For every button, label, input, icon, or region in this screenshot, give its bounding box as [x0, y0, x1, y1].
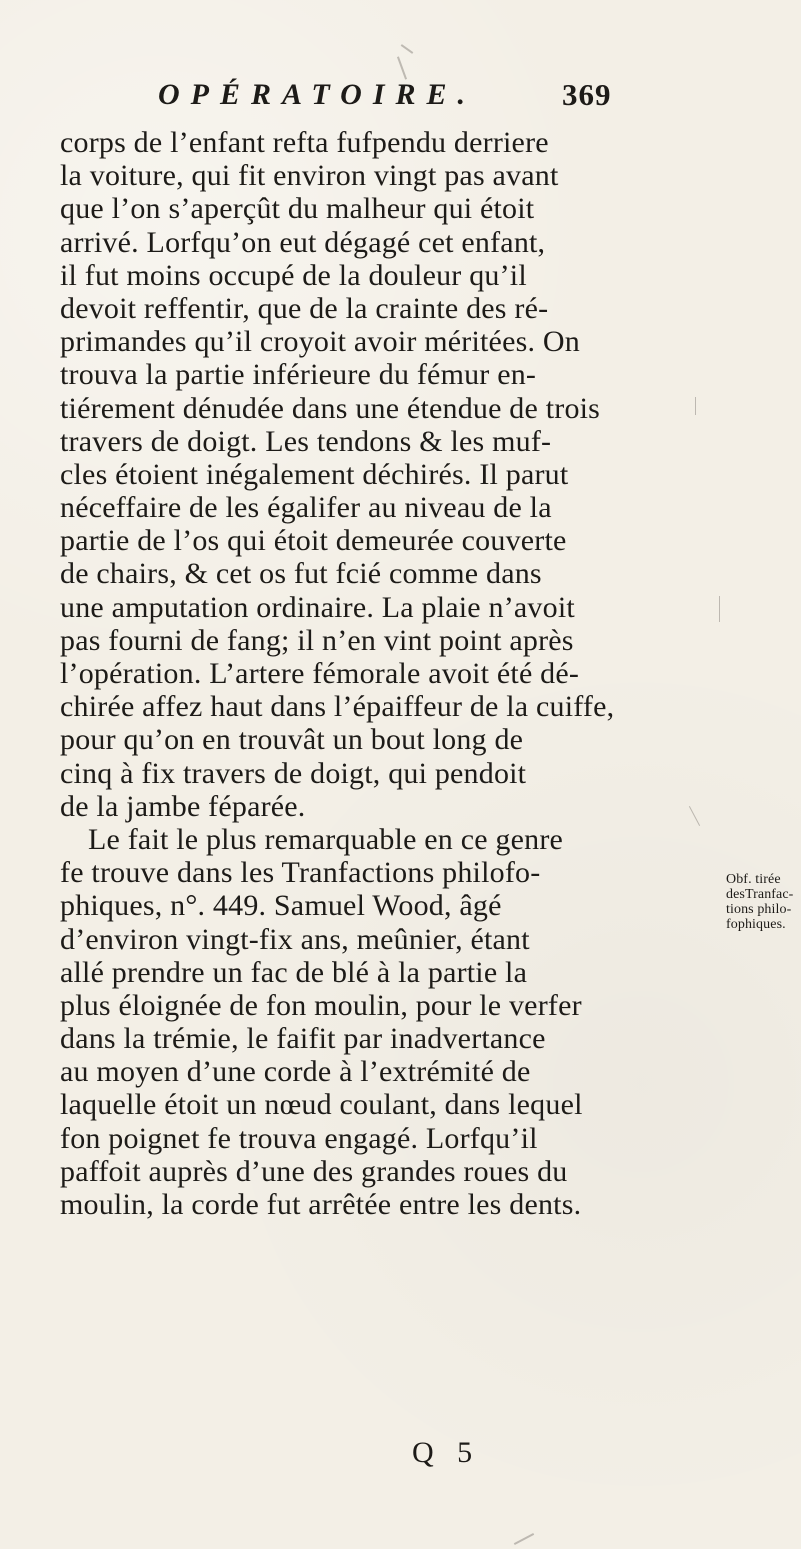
- running-title: OPÉRATOIRE.: [158, 78, 477, 111]
- text-line: que l’on s’aperçût du malheur qui étoit: [60, 192, 535, 226]
- margin-note-line: tions philo-: [726, 902, 792, 917]
- page-number: 369: [562, 77, 612, 112]
- text-line: fe trouve dans les Tranfactions philofo-: [60, 856, 541, 890]
- text-line: allé prendre un fac de blé à la partie la: [60, 955, 528, 989]
- text-line: pour qu’on en trouvât un bout long de: [60, 723, 524, 757]
- margin-note: [726, 872, 796, 932]
- paper-mark: [719, 596, 720, 622]
- paper-mark: [397, 56, 407, 79]
- text-line: la voiture, qui fit environ vingt pas avant: [60, 159, 559, 193]
- text-line: moulin, la corde fut arrêtée entre les dents.: [60, 1188, 582, 1221]
- text-line: cinq à fix travers de doigt, qui pendoit: [60, 756, 527, 790]
- text-line: tiérement dénudée dans une étendue de trois: [60, 391, 601, 425]
- text-line: travers de doigt. Les tendons & les muf-: [60, 424, 552, 458]
- text-line: paffoit auprès d’une des grandes roues du: [60, 1154, 568, 1188]
- text-line: trouva la partie inférieure du fémur en-: [60, 358, 537, 392]
- text-line: corps de l’enfant refta fufpendu derriere: [60, 126, 549, 159]
- paper-mark: [514, 1533, 534, 1545]
- text-line: devoit reffentir, que de la crainte des ré-: [60, 291, 549, 325]
- text-line: pas fourni de fang; il n’en vint point après: [60, 623, 574, 657]
- margin-note-line: desTranfac-: [726, 887, 794, 902]
- text-line: dans la trémie, le faifit par inadvertance: [60, 1022, 546, 1056]
- margin-note-line: fophiques.: [726, 917, 786, 932]
- margin-note-line: Obf. tirée: [726, 872, 781, 887]
- text-line: il fut moins occupé de la douleur qu’il: [60, 258, 527, 292]
- text-line: plus éloignée de fon moulin, pour le verfer: [60, 988, 582, 1022]
- text-line: de la jambe féparée.: [60, 789, 306, 823]
- running-header: [158, 78, 658, 118]
- text-line: arrivé. Lorfqu’on eut dégagé cet enfant,: [60, 225, 546, 259]
- paper-mark: [401, 44, 414, 54]
- text-line: fon poignet fe trouva engagé. Lorfqu’il: [60, 1121, 538, 1155]
- paragraph-start-line: Le fait le plus remarquable en ce genre: [88, 822, 564, 856]
- text-line: de chairs, & cet os fut fcié comme dans: [60, 557, 542, 591]
- text-line: primandes qu’il croyoit avoir méritées. On: [60, 325, 580, 359]
- text-line: une amputation ordinaire. La plaie n’avoit: [60, 590, 575, 624]
- text-line: l’opération. L’artere fémorale avoit été dé-: [60, 657, 580, 690]
- text-line: phiques, n°. 449. Samuel Wood, âgé: [60, 889, 502, 923]
- text-line: cles étoient inégalement déchirés. Il parut: [60, 457, 569, 491]
- text-line: néceffaire de les égalifer au niveau de la: [60, 491, 552, 525]
- main-text: [60, 126, 712, 1221]
- text-line: chirée affez haut dans l’épaiffeur de la cuiffe,: [60, 690, 615, 724]
- signature-mark: Q 5: [412, 1436, 481, 1469]
- text-line: d’environ vingt-fix ans, meûnier, étant: [60, 922, 530, 956]
- text-line: au moyen d’une corde à l’extrémité de: [60, 1055, 531, 1089]
- text-line: laquelle étoit un nœud coulant, dans lequel: [60, 1088, 583, 1122]
- text-line: partie de l’os qui étoit demeurée couverte: [60, 524, 567, 558]
